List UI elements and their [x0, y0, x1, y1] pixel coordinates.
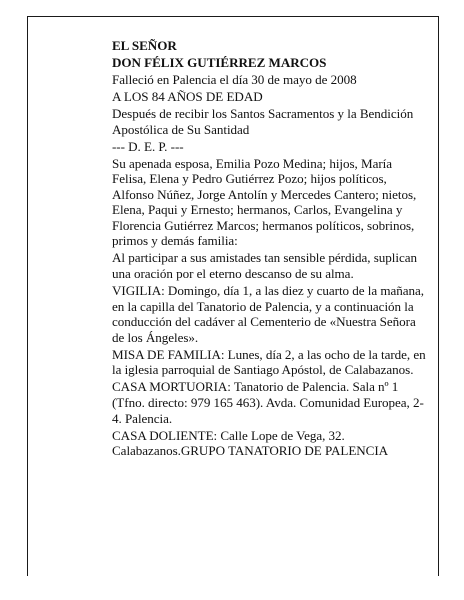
- deceased-honorific: EL SEÑOR: [112, 38, 177, 53]
- vigil-info: VIGILIA: Domingo, día 1, a las diez y cuarto de la mañana, en la capilla del Tanatorio de Palencia, y a continuación la conducción del cadáver al Cementerio de «Nuestra Señora de los Ángeles».: [112, 283, 424, 345]
- family-mass-info: MISA DE FAMILIA: Lunes, día 2, a las ocho de la tarde, en la iglesia parroquial de Santiago Apóstol, de Calabazanos.: [112, 346, 426, 378]
- rest-in-peace: --- D. E. P. ---: [112, 138, 184, 154]
- prayer-request: Al participar a sus amistades tan sensible pérdida, suplican una oración por el eterno descanso de su alma.: [112, 250, 417, 282]
- mourning-house-info: CASA DOLIENTE: Calle Lope de Vega, 32. Calabazanos.GRUPO TANATORIO DE PALENCIA: [112, 427, 389, 459]
- family-list: Su apenada esposa, Emilia Pozo Medina; hijos, María Felisa, Elena y Pedro Gutiérrez Pozo; hijos políticos, Alfonso Núñez, Jorge Antolín y Mercedes Cantero; nietos, Elena, Paqui y Ernesto; hermanos, Carlos, Evangelina y Florencia Gutiérrez Marcos; hermanos políticos, sobrinos, primos y demás familia:: [112, 155, 417, 249]
- funeral-home-info: CASA MORTUORIA: Tanatorio de Palencia. Sala nº 1 (Tfno. directo: 979 165 463). Avda. Comunidad Europea, 2-4. Palencia.: [112, 379, 424, 426]
- death-date-place: Falleció en Palencia el día 30 de mayo de 2008: [112, 71, 357, 87]
- deceased-name: DON FÉLIX GUTIÉRREZ MARCOS: [112, 54, 327, 70]
- sacraments-text: Después de recibir los Santos Sacramentos y la Bendición Apostólica de Su Santidad: [112, 105, 414, 137]
- obituary-notice: [112, 38, 428, 460]
- age-at-death: A LOS 84 AÑOS DE EDAD: [112, 88, 263, 104]
